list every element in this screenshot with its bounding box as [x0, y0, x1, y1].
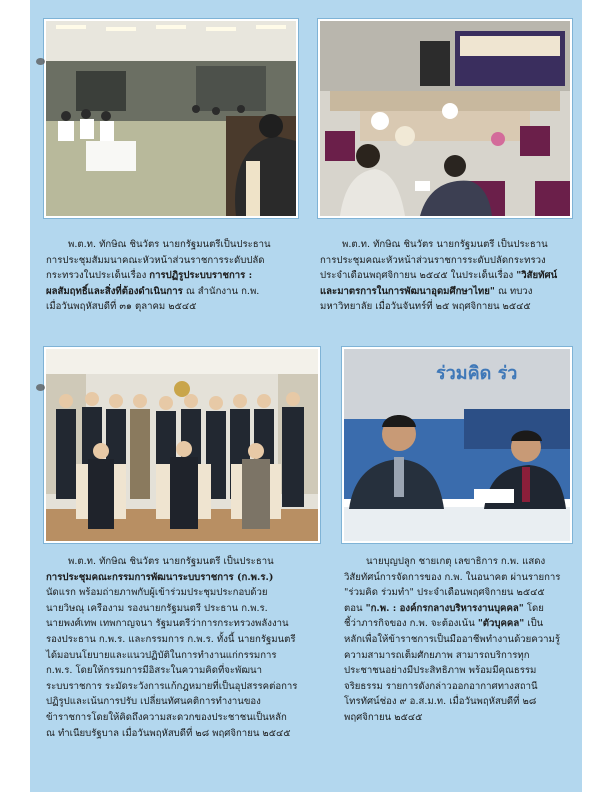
- caption-line: นายบุญปลูก ชายเกตุ เลขาธิการ ก.พ. แสดง: [366, 556, 546, 567]
- caption-topic: การปฏิรูประบบราชการ :: [149, 270, 253, 282]
- caption-line: ประชาชนอย่างมีประสิทธิภาพ พร้อมมีคุณธรรม: [344, 665, 537, 677]
- caption-line: ระบบราชการ ระมัดระวังการแก้กฎหมายที่เป็นอุปสรรคต่อการ: [46, 680, 298, 692]
- caption-line: ปฏิรูปและเน้นการปรับ เปลี่ยนทัศนคติการทำงานของ: [46, 696, 261, 708]
- caption-line: ความสามารถเต็มศักยภาพ สามารถบริการทุก: [344, 649, 530, 661]
- tv-program-photo: [342, 347, 572, 543]
- caption-date: ณ ทำเนียบรัฐบาล เมื่อวันพฤหัสบดีที่ ๒๘ พฤศจิกายน ๒๕๔๕: [46, 727, 291, 739]
- conference-room-photo: [318, 19, 572, 218]
- caption-topic: และมาตรการในการพัฒนาอุดมศึกษาไทย": [320, 285, 495, 297]
- conference-room-image: [320, 21, 570, 216]
- caption-line: นายพงศ์เทพ เทพกาญจนา รัฐมนตรีว่าการกระทรวงพลังงาน: [46, 618, 289, 630]
- caption-topic: "ตัวบุคคล": [477, 618, 525, 630]
- caption-line: จริยธรรม รายการดังกล่าวออกอากาศทางสถานี: [344, 680, 538, 692]
- caption-topic: ผลสัมฤทธิ์และสิ่งที่ต้องดำเนินการ: [46, 285, 183, 297]
- caption-meeting-hall: [46, 237, 308, 315]
- caption-line: โดย: [523, 602, 544, 614]
- caption-date: มหาวิทยาลัย เมื่อวันจันทร์ที่ ๒๕ พฤศจิกายน ๒๕๔๕: [320, 301, 531, 313]
- scan-blot: [36, 58, 45, 65]
- caption-line: นายวิษณุ เครืองาม รองนายกรัฐมนตรี ประธาน ก.พ.ร.: [46, 602, 268, 614]
- meeting-hall-image: [46, 21, 296, 216]
- caption-line: พ.ต.ท. ทักษิณ ชินวัตร นายกรัฐมนตรี เป็นประธาน: [342, 239, 548, 250]
- caption-line: พ.ต.ท. ทักษิณ ชินวัตร นายกรัฐมนตรี เป็นประธาน: [68, 556, 274, 567]
- meeting-hall-photo: [44, 19, 298, 218]
- caption-conference-room: [320, 237, 582, 315]
- caption-topic: "วิสัยทัศน์: [516, 270, 558, 282]
- caption-line: การประชุมคณะหัวหน้าส่วนราชการระดับปลัดกระทรวง: [320, 254, 546, 266]
- caption-topic: "ก.พ. : องค์กรกลางบริหารงานบุคคล": [365, 602, 524, 614]
- caption-line: ประจำเดือนพฤศจิกายน ๒๕๔๕ ในประเด็นเรื่อง: [320, 270, 517, 282]
- caption-line: ข้าราชการโดยให้คิดถึงความสะดวกของประชาชนเป็นหลัก: [46, 711, 287, 723]
- caption-topic: การประชุมคณะกรรมการพัฒนาระบบราชการ (ก.พ.ร.): [46, 571, 274, 583]
- caption-line: หลักเพื่อให้ข้าราชการเป็นมืออาชีพทำงานด้วยความรู้: [344, 633, 560, 645]
- caption-line: ก.พ.ร. โดยให้กรรมการมีอิสระในความคิดที่จะพัฒนา: [46, 665, 262, 677]
- caption-line: พ.ต.ท. ทักษิณ ชินวัตร นายกรัฐมนตรีเป็นประธาน: [68, 239, 271, 250]
- caption-date: เมื่อวันพฤหัสบดีที่ ๓๑ ตุลาคม ๒๕๔๕: [46, 301, 197, 313]
- group-photo: [44, 347, 320, 543]
- caption-line: ชี้ว่าภารกิจของ ก.พ. จะต้องเน้น: [344, 618, 478, 630]
- caption-line: ณ ทบวง: [494, 285, 533, 297]
- caption-group-photo: [46, 554, 324, 741]
- caption-line: โทรทัศน์ช่อง ๙ อ.ส.ม.ท. เมื่อวันพฤหัสบดีที่ ๒๘: [344, 696, 537, 708]
- caption-line: ณ สำนักงาน ก.พ.: [182, 285, 260, 297]
- caption-line: ตอน: [344, 602, 366, 614]
- caption-line: เป็น: [524, 618, 544, 630]
- caption-line: ได้มอบนโยบายและแนวปฏิบัติในการทำงานแก่กรรมการ: [46, 649, 277, 661]
- scan-blot: [36, 384, 45, 391]
- caption-line: รองประธาน ก.พ.ร. และกรรมการ ก.พ.ร. ทั้งนี้ นายกรัฐมนตรี: [46, 633, 296, 645]
- tv-program-image: [344, 349, 570, 541]
- caption-line: "ร่วมคิด ร่วมทำ" ประจำเดือนพฤศจิกายน ๒๕๔๕: [344, 587, 545, 599]
- caption-tv-program: [344, 554, 574, 726]
- caption-line: การประชุมสัมมนาคณะหัวหน้าส่วนราชการระดับปลัด: [46, 254, 265, 266]
- caption-line: กระทรวงในประเด็นเรื่อง: [46, 270, 150, 282]
- caption-date: พฤศจิกายน ๒๕๔๕: [344, 711, 423, 723]
- caption-line: วิสัยทัศน์การจัดการของ ก.พ. ในอนาคต ผ่านรายการ: [344, 571, 561, 583]
- caption-line: นัดแรก พร้อมถ่ายภาพกับผู้เข้าร่วมประชุมประกอบด้วย: [46, 587, 268, 599]
- backdrop-banner-text: ร่วมคิด ร่ว: [436, 363, 518, 384]
- group-photo-image: [46, 349, 318, 541]
